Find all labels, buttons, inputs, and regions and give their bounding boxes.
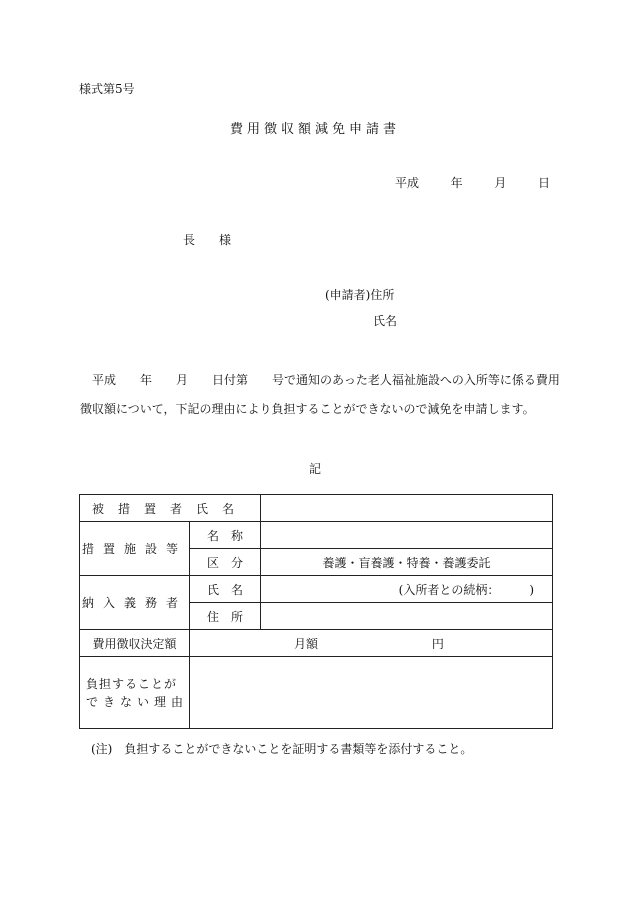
payer-group-label: 納入義務者: [80, 576, 190, 630]
date-month: 月: [494, 176, 507, 190]
ki-heading: 記: [308, 462, 321, 476]
table-row: [80, 522, 553, 549]
subject-name-value: [261, 495, 553, 522]
detail-table: [79, 494, 553, 729]
payer-address-value: [261, 603, 553, 630]
applicant-name-label: 氏名: [373, 314, 398, 328]
table-row: [80, 495, 553, 522]
fee-monthly-label: 月額: [294, 636, 319, 651]
table-row: [80, 630, 553, 657]
subject-name-label: 被措置者氏名: [80, 495, 261, 522]
reason-label: [80, 657, 190, 729]
facility-group-label: 措置施設等: [80, 522, 190, 576]
facility-type-label: 区 分: [190, 549, 261, 576]
fee-label: 費用徴収決定額: [80, 630, 190, 657]
reason-label-line-1: 負担することが: [86, 676, 178, 691]
document-title: 費用徴収額減免申請書: [229, 122, 400, 137]
addressee: 長 様: [183, 233, 238, 247]
reason-label-line-2: できない理由: [86, 694, 189, 709]
date-line: [395, 174, 550, 191]
fee-value-cell: [190, 630, 553, 657]
body-paragraph-line-1: 平成 年 月 日付第 号で通知のあった老人福祉施設への入所等に係る費用: [92, 373, 560, 387]
note: (注) 負担することができないことを証明する書類等を添付すること。: [91, 742, 473, 756]
applicant-address-label: (申請者)住所: [325, 288, 395, 302]
date-year: 年: [450, 176, 463, 190]
table-row: [80, 576, 553, 603]
payer-name-label: 氏 名: [190, 576, 261, 603]
reason-value: [190, 657, 553, 729]
body-paragraph-line-2: 徴収額について，下記の理由により負担することができないので減免を申請します。: [80, 402, 535, 416]
facility-type-value: 養護・盲養護・特養・養護委託: [261, 549, 553, 576]
facility-name-label: 名 称: [190, 522, 261, 549]
date-era: 平成: [395, 176, 420, 190]
table-row: [80, 657, 553, 729]
facility-name-value: [261, 522, 553, 549]
payer-relation: (入所者との続柄： ): [261, 576, 553, 603]
fee-yen-label: 円: [431, 636, 444, 651]
date-day: 日: [538, 176, 551, 190]
payer-address-label: 住 所: [190, 603, 261, 630]
form-number: 様式第5号: [79, 82, 135, 96]
